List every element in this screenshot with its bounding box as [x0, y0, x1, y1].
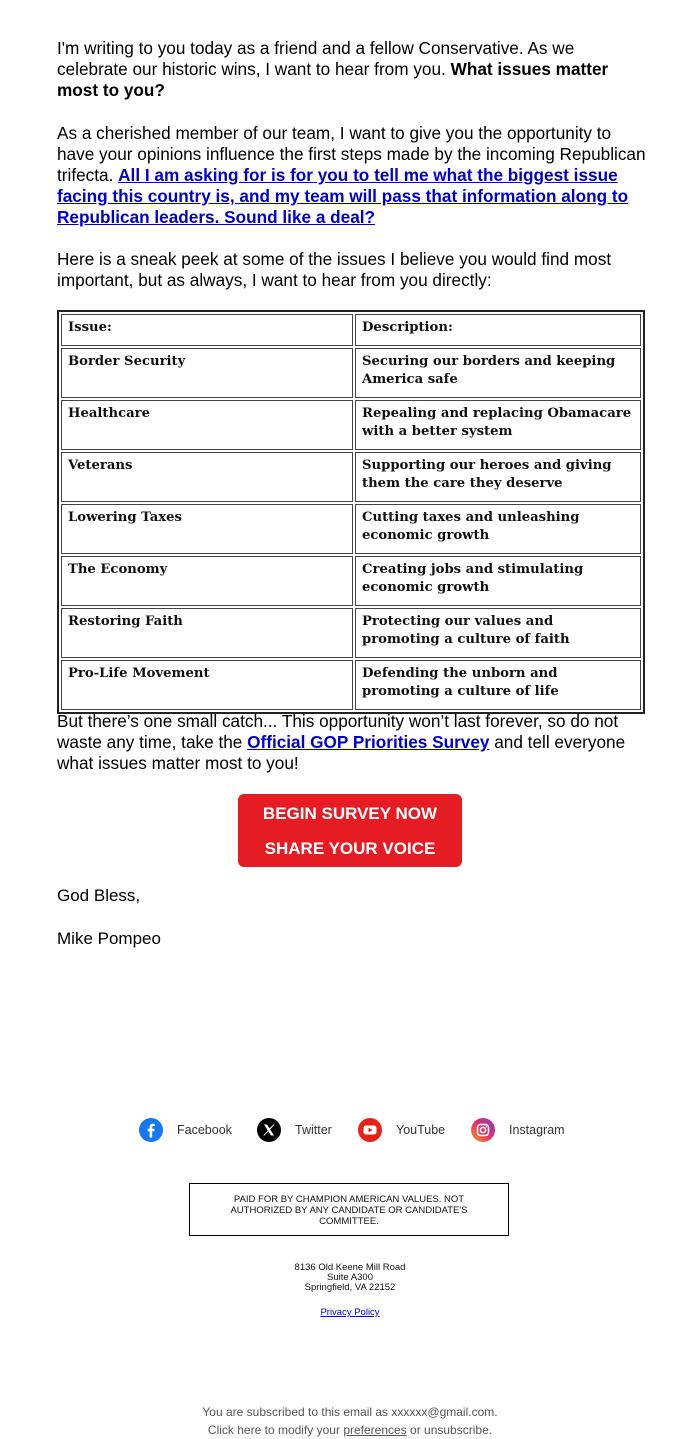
table-row [61, 348, 641, 398]
issue-cell: Veterans [61, 452, 353, 502]
x-twitter-icon [257, 1118, 281, 1142]
intro-bold-question: What issues matter most to you? [57, 59, 609, 100]
modify-prefix: Click here to modify your [207, 1423, 340, 1437]
table-header-row [61, 314, 641, 346]
survey-ask-link[interactable]: All I am asking for is for you to tell me what the biggest issue facing this country is, and my team will pass that information along to Republican leaders. Sound like a deal? [57, 165, 629, 227]
issue-cell: Pro-Life Movement [61, 660, 353, 710]
issues-table [57, 310, 645, 714]
cta-line-2: SHARE YOUR VOICE [264, 839, 436, 858]
facebook-label: Facebook [177, 1123, 232, 1137]
intro-paragraph [57, 38, 647, 101]
table-row [61, 504, 641, 554]
closing-salutation: God Bless, [57, 886, 141, 905]
facebook-icon [139, 1118, 163, 1142]
issue-cell: Border Security [61, 348, 353, 398]
privacy-policy-link[interactable]: Privacy Policy [320, 1307, 380, 1318]
paid-for-disclaimer: PAID FOR BY CHAMPION AMERICAN VALUES. NOT AUTHORIZED BY ANY CANDIDATE OR CANDIDATE'S COMMITTEE. [189, 1183, 509, 1236]
pitch-text: As a cherished member of our team, I want to give you the opportunity to have your opinions influence the first steps made by the incoming Republican trifecta. [57, 123, 646, 185]
youtube-icon [358, 1118, 382, 1142]
begin-survey-button[interactable] [238, 794, 462, 867]
subscribed-prefix: You are subscribed to this email as [202, 1405, 389, 1419]
youtube-link[interactable] [358, 1118, 445, 1142]
instagram-link[interactable] [471, 1118, 565, 1142]
twitter-link[interactable] [257, 1118, 332, 1142]
issue-cell: The Economy [61, 556, 353, 606]
instagram-icon [471, 1118, 495, 1142]
description-cell: Cutting taxes and unleashing economic growth [355, 504, 641, 554]
youtube-label: YouTube [396, 1123, 446, 1137]
catch-text-before: But there’s one small catch... This opportunity won’t last forever, so do not waste any time, take the [57, 711, 619, 752]
facebook-link[interactable] [139, 1118, 232, 1142]
subscription-notice [0, 1405, 700, 1419]
pitch-paragraph [57, 123, 647, 228]
table-row [61, 660, 641, 710]
issue-cell: Healthcare [61, 400, 353, 450]
table-row [61, 452, 641, 502]
gop-survey-link[interactable]: Official GOP Priorities Survey [247, 732, 490, 752]
address-line-2: Suite A300 [327, 1272, 373, 1283]
issue-cell: Restoring Faith [61, 608, 353, 658]
cta-line-1: BEGIN SURVEY NOW [262, 804, 438, 823]
header-issue: Issue: [61, 314, 353, 346]
issue-cell: Lowering Taxes [61, 504, 353, 554]
description-cell: Securing our borders and keeping America safe [355, 348, 641, 398]
description-cell: Repealing and replacing Obamacare with a better system [355, 400, 641, 450]
address-line-3: Springfield, VA 22152 [304, 1282, 396, 1293]
subscriber-email: xxxxxx@gmail.com. [391, 1405, 498, 1419]
preferences-link[interactable]: preferences [343, 1423, 407, 1437]
modify-suffix: or unsubscribe. [410, 1423, 493, 1437]
header-description: Description: [355, 314, 641, 346]
address-line-1: 8136 Old Keene Mill Road [294, 1262, 406, 1273]
instagram-label: Instagram [509, 1123, 565, 1137]
privacy-row [0, 1307, 700, 1318]
table-row [61, 608, 641, 658]
description-cell: Defending the unborn and promoting a culture of life [355, 660, 641, 710]
catch-paragraph [57, 711, 647, 774]
preview-paragraph: Here is a sneak peek at some of the issues I believe you would find most important, but as always, I want to hear from you directly: [57, 249, 612, 290]
table-row [61, 556, 641, 606]
signer-name: Mike Pompeo [57, 929, 161, 948]
twitter-label: Twitter [295, 1123, 332, 1137]
intro-text: I'm writing to you today as a friend and a fellow Conservative. As we celebrate our historic wins, I want to hear from you. [57, 38, 575, 79]
description-cell: Protecting our values and promoting a culture of faith [355, 608, 641, 658]
table-row [61, 400, 641, 450]
catch-text-after: and tell everyone what issues matter most to you! [57, 732, 626, 773]
modify-notice [0, 1423, 700, 1437]
description-cell: Creating jobs and stimulating economic growth [355, 556, 641, 606]
description-cell: Supporting our heroes and giving them the care they deserve [355, 452, 641, 502]
